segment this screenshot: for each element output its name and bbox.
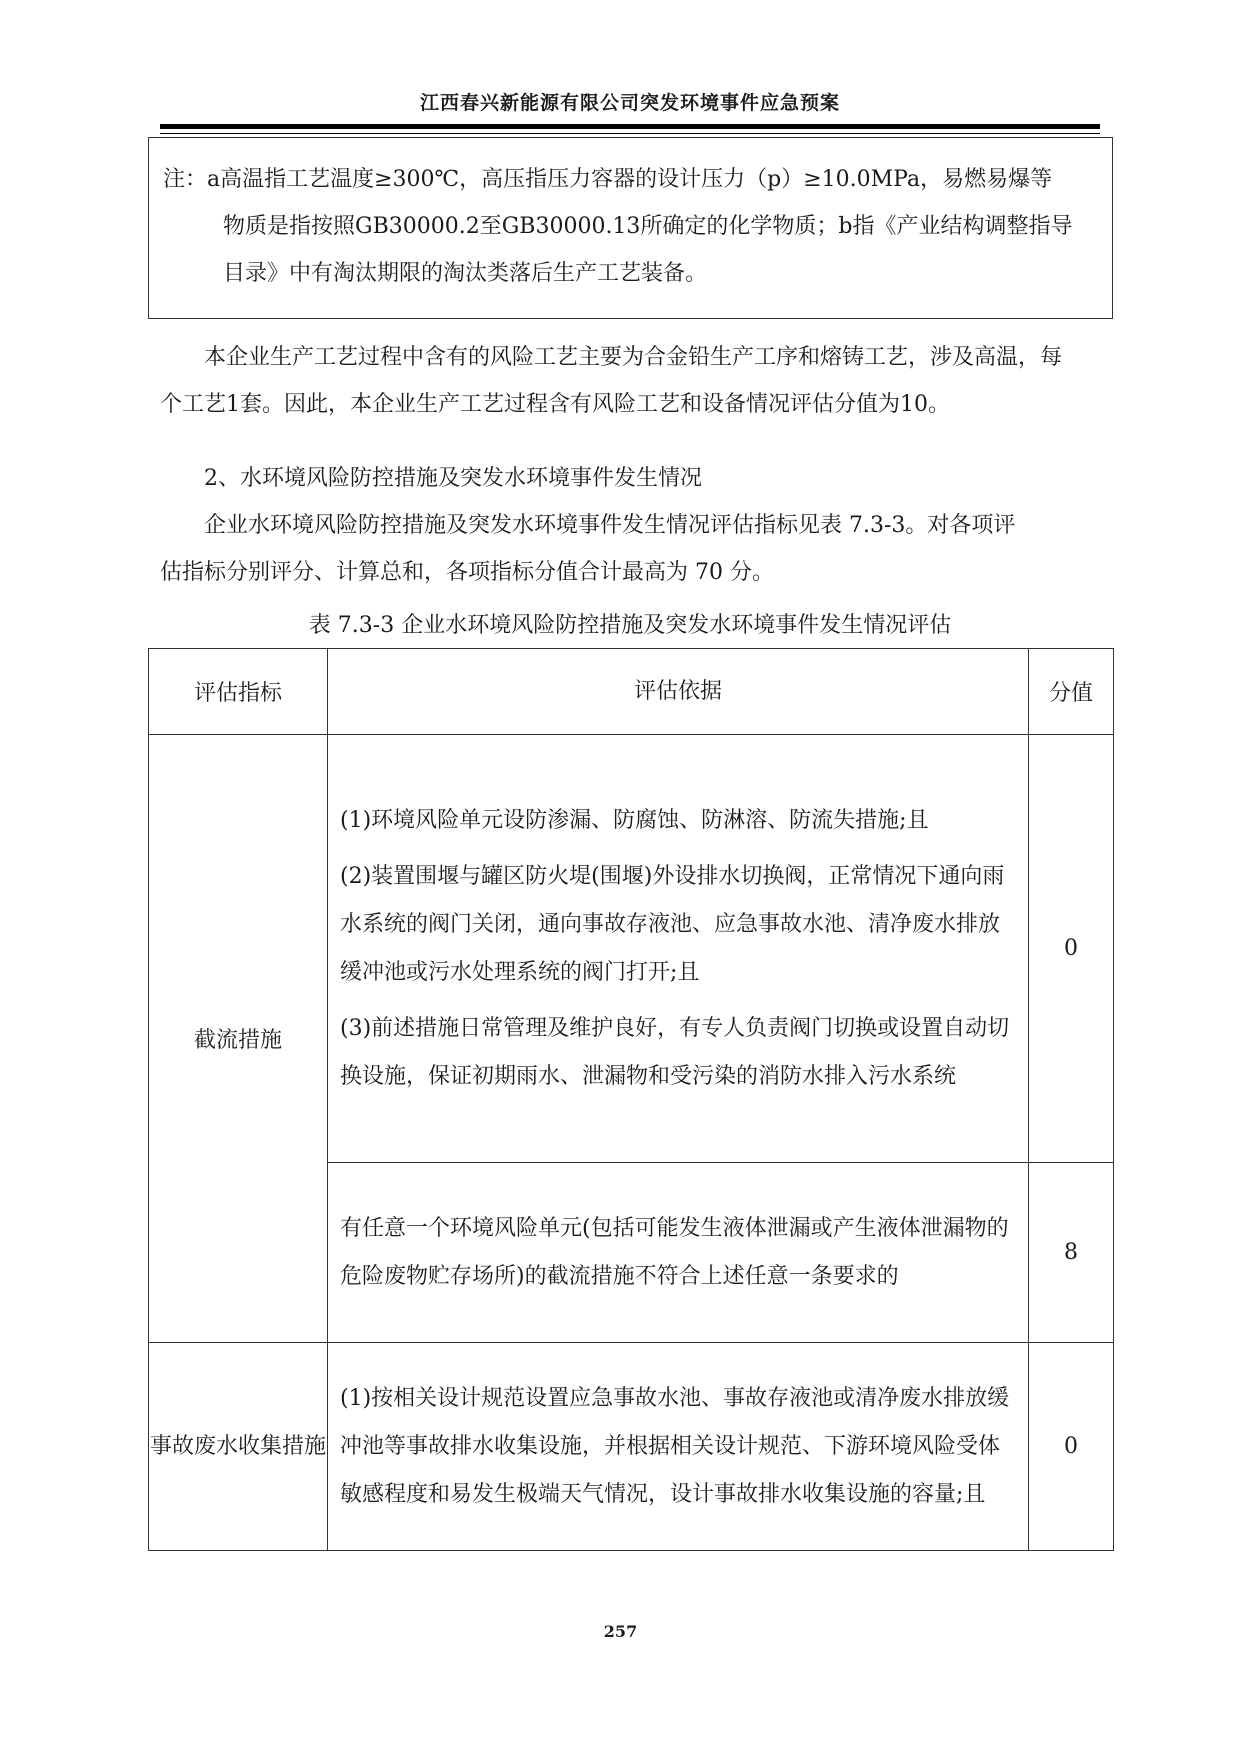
header-rule-thick [160,124,1100,129]
paragraph-water-risk-line-1: 企业水环境风险防控措施及突发水环境事件发生情况评估指标见表 7.3-3。对各项评 [204,513,1016,538]
section-heading-text: 2、水环境风险防控措施及突发水环境事件发生情况 [204,466,702,491]
table-header-row [149,649,1114,735]
table-caption: 表 7.3-3 企业水环境风险防控措施及突发水环境事件发生情况评估 [308,613,952,638]
score-cell: 8 [1029,1163,1114,1343]
header-score: 分值 [1029,649,1114,735]
table-row [149,1343,1114,1551]
basis-cell [328,1163,1029,1343]
section-heading [160,455,1100,502]
header-indicator: 评估指标 [149,649,328,735]
paragraph-process-risk-line-2: 个工艺1套。因此，本企业生产工艺过程含有风险工艺和设备情况评估分值为10。 [160,392,950,417]
table-row [149,735,1114,1163]
basis-clause-1: (1)环境风险单元设防渗漏、防腐蚀、防淋溶、防流失措施;且 [340,807,929,833]
basis-clause-2: (2)装置围堰与罐区防火堤(围堰)外设排水切换阀，正常情况下通向雨水系统的阀门关闭，通向事故存液池、应急事故水池、清净废水排放缓冲池或污水处理系统的阀门打开;且 [340,863,1005,985]
indicator-cell-accident-wastewater: 事故废水收集措施 [149,1343,328,1551]
header-basis: 评估依据 [328,649,1029,735]
evaluation-table [148,648,1114,1551]
basis-clause: (1)按相关设计规范设置应急事故水池、事故存液池或清净废水排放缓冲池等事故排水收集设施，并根据相关设计规范、下游环境风险受体敏感程度和易发生极端天气情况，设计事故排水收集设施的容量;且 [340,1385,1010,1507]
note-line-3: 目录》中有淘汰期限的淘汰类落后生产工艺装备。 [223,261,708,286]
basis-cell [328,735,1029,1163]
indicator-cell-interception: 截流措施 [149,735,328,1343]
score-cell: 0 [1029,1343,1114,1551]
note-box [148,137,1113,319]
paragraph-process-risk [160,334,1100,428]
note-line-2: 物质是指按照GB30000.2至GB30000.13所确定的化学物质；b指《产业结构调整指导 [223,214,1073,239]
basis-cell [328,1343,1029,1551]
basis-clause-3: (3)前述措施日常管理及维护良好，有专人负责阀门切换或设置自动切换设施，保证初期雨水、泄漏物和受污染的消防水排入污水系统 [340,1015,1010,1089]
paragraph-water-risk-line-2: 估指标分别评分、计算总和，各项指标分值合计最高为 70 分。 [160,560,774,585]
basis-clause: 有任意一个环境风险单元(包括可能发生液体泄漏或产生液体泄漏物的危险废物贮存场所)的截流措施不符合上述任意一条要求的 [340,1215,1009,1289]
score-cell: 0 [1029,735,1114,1163]
note-line-1: 注：a高温指工艺温度≥300℃，高压指压力容器的设计压力（p）≥10.0MPa，易燃易爆等 [163,167,1053,192]
paragraph-process-risk-line-1: 本企业生产工艺过程中含有的风险工艺主要为合金铅生产工序和熔铸工艺，涉及高温，每 [204,345,1063,370]
document-header-title: 江西春兴新能源有限公司突发环境事件应急预案 [419,92,840,114]
page-number: 257 [603,1622,638,1641]
paragraph-water-risk-intro [160,502,1100,596]
header-rule-thin [160,133,1100,134]
